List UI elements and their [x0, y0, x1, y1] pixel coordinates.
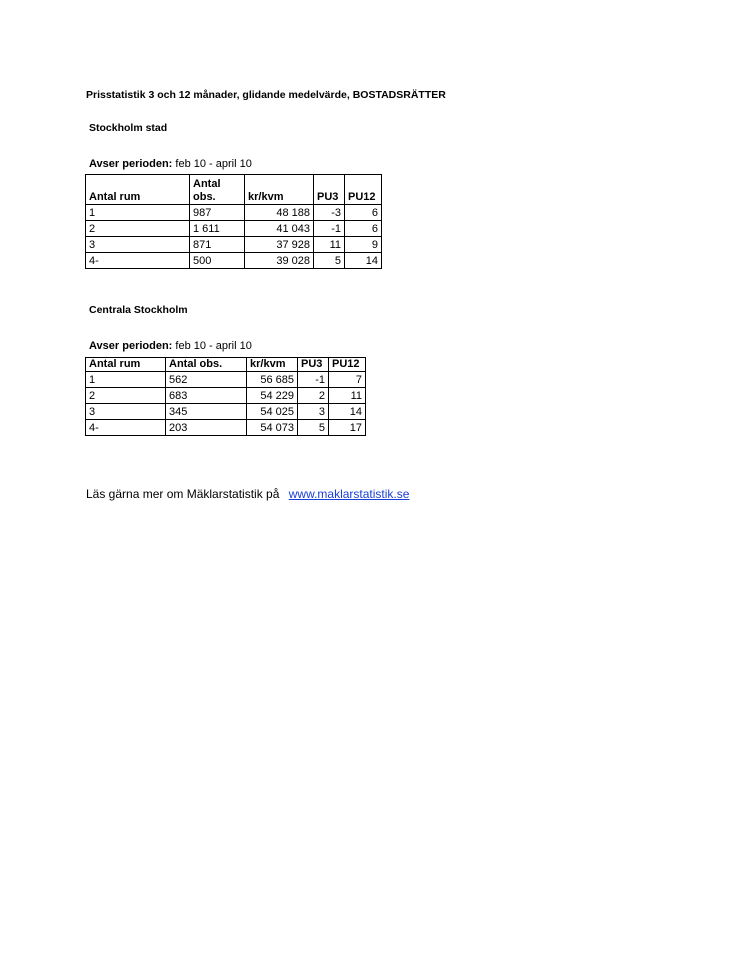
table-row	[86, 205, 382, 221]
period-label: Avser perioden:	[89, 158, 173, 170]
column-header: Antal obs.	[190, 175, 245, 205]
column-header: kr/kvm	[247, 358, 298, 372]
table-cell: 203	[166, 420, 247, 436]
table-cell: 9	[345, 237, 382, 253]
column-header: PU3	[314, 175, 345, 205]
table-cell: 5	[298, 420, 329, 436]
table-cell: 54 025	[247, 404, 298, 420]
table-cell: 6	[345, 205, 382, 221]
column-header: PU3	[298, 358, 329, 372]
table-cell: 500	[190, 253, 245, 269]
table-cell: 2	[298, 388, 329, 404]
table-row	[86, 404, 366, 420]
price-table-centrala-stockholm	[85, 357, 366, 436]
table-header-row	[86, 175, 382, 205]
period-value: feb 10 - april 10	[175, 340, 252, 352]
table-cell: 1	[86, 205, 190, 221]
table-cell: 5	[314, 253, 345, 269]
table-cell: 1	[86, 372, 166, 388]
table-cell: 345	[166, 404, 247, 420]
period-label: Avser perioden:	[89, 340, 173, 352]
table-cell: 3	[298, 404, 329, 420]
footer-note	[86, 487, 409, 501]
section-heading-stockholm-stad: Stockholm stad	[89, 122, 168, 134]
table-cell: 987	[190, 205, 245, 221]
table-cell: 14	[345, 253, 382, 269]
table-cell: 2	[86, 221, 190, 237]
table-cell: 54 073	[247, 420, 298, 436]
table-cell: 7	[329, 372, 366, 388]
table-cell: 11	[329, 388, 366, 404]
table-row	[86, 420, 366, 436]
table-cell: -3	[314, 205, 345, 221]
table-cell: 17	[329, 420, 366, 436]
column-header: kr/kvm	[245, 175, 314, 205]
table-cell: 1 611	[190, 221, 245, 237]
table-cell: 3	[86, 237, 190, 253]
table-cell: 48 188	[245, 205, 314, 221]
table-cell: 683	[166, 388, 247, 404]
table-cell: -1	[298, 372, 329, 388]
table-cell: 6	[345, 221, 382, 237]
table-cell: 562	[166, 372, 247, 388]
table-cell: 11	[314, 237, 345, 253]
period-line	[89, 158, 252, 170]
table-cell: 14	[329, 404, 366, 420]
table-cell: 54 229	[247, 388, 298, 404]
document-title: Prisstatistik 3 och 12 månader, glidande medelvärde, BOSTADSRÄTTER	[86, 89, 446, 101]
table-row	[86, 237, 382, 253]
table-row	[86, 253, 382, 269]
table-cell: 39 028	[245, 253, 314, 269]
section-heading-centrala-stockholm: Centrala Stockholm	[89, 304, 188, 316]
column-header: Antal rum	[86, 358, 166, 372]
column-header: Antal rum	[86, 175, 190, 205]
table-row	[86, 221, 382, 237]
period-value: feb 10 - april 10	[175, 158, 252, 170]
table-cell: 4-	[86, 420, 166, 436]
table-cell: 871	[190, 237, 245, 253]
period-line	[89, 340, 252, 352]
table-cell: 41 043	[245, 221, 314, 237]
table-cell: -1	[314, 221, 345, 237]
table-header-row	[86, 358, 366, 372]
table-cell: 4-	[86, 253, 190, 269]
price-table-stockholm-stad	[85, 174, 382, 269]
column-header: Antal obs.	[166, 358, 247, 372]
column-header: PU12	[345, 175, 382, 205]
footer-text: Läs gärna mer om Mäklarstatistik på	[86, 487, 280, 501]
column-header: PU12	[329, 358, 366, 372]
table-cell: 37 928	[245, 237, 314, 253]
table-cell: 56 685	[247, 372, 298, 388]
maklarstatistik-link[interactable]: www.maklarstatistik.se	[288, 487, 410, 501]
table-row	[86, 372, 366, 388]
table-row	[86, 388, 366, 404]
table-cell: 3	[86, 404, 166, 420]
table-cell: 2	[86, 388, 166, 404]
